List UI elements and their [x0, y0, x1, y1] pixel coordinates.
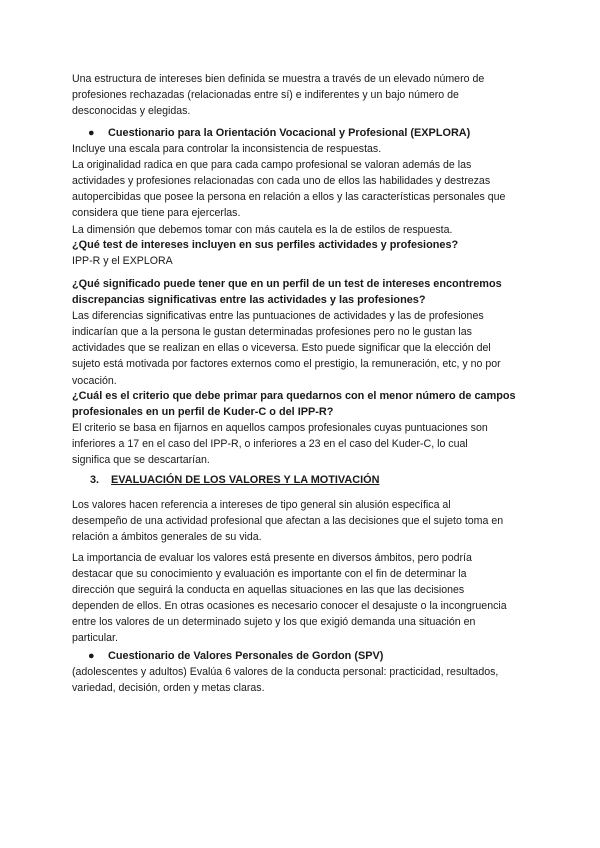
text-line: La dimensión que debemos tomar con más cautela es la de estilos de respuesta. — [72, 223, 453, 236]
text-line: actividades y profesiones relacionadas con cada uno de ellos las habilidades y destrezas — [72, 175, 491, 188]
answer-text: indicarían que a la persona le gustan determinadas profesiones pero no le gustan las — [72, 326, 472, 339]
question-text: ¿Cuál es el criterio que debe primar para quedarnos con el menor número de campos — [72, 390, 516, 402]
spv-heading-text: Cuestionario de Valores Personales de Gordon (SPV) — [108, 650, 384, 662]
answer-text: actividades que se realizan en ellas o viceversa. Esto puede significar que la elección del — [72, 342, 491, 355]
text-line: profesiones rechazadas (relacionadas entre sí) e indiferentes y un bajo número de — [72, 89, 459, 102]
explora-section — [72, 125, 532, 238]
section-number: 3. — [90, 474, 100, 486]
question-1 — [72, 237, 532, 269]
question-text: ¿Qué significado puede tener que en un perfil de un test de intereses encontremos — [72, 278, 502, 290]
intro-paragraph — [72, 71, 532, 119]
text-line: entre los valores de un determinado sujeto y los que exigió demanda una situación en — [72, 616, 476, 629]
question-text: ¿Qué test de intereses incluyen en sus perfiles actividades y profesiones? — [72, 239, 459, 251]
spv-heading — [72, 648, 532, 664]
text-line: autopercibidas que posee la persona en relación a ellos y las características personales que — [72, 191, 506, 204]
section-3-heading — [72, 472, 532, 488]
text-line: Incluye una escala para controlar la inconsistencia de respuestas. — [72, 143, 382, 156]
question-text: discrepancias significativas entre las actividades y las profesiones? — [72, 294, 426, 307]
answer-text: sujeto está motivada por factores externos como el prestigio, la remuneración, etc, y no por — [72, 358, 501, 371]
text-line: Una estructura de intereses bien definida se muestra a través de un elevado número de — [72, 73, 485, 85]
importancia-paragraph — [72, 550, 532, 647]
question-2 — [72, 276, 532, 389]
question-text: profesionales en un perfil de Kuder-C o del IPP-R? — [72, 406, 334, 419]
text-line: desempeño de una actividad profesional que afectan a las decisiones que el sujeto toma en — [72, 515, 504, 528]
text-line: dirección que seguirá la conducta en aquellas situaciones en las que las decisiones — [72, 584, 465, 597]
answer-text: IPP-R y el EXPLORA — [72, 255, 173, 268]
answer-text: vocación. — [72, 374, 117, 387]
text-line: Los valores hacen referencia a intereses de tipo general sin alusión específica al — [72, 499, 451, 511]
question-3 — [72, 388, 532, 468]
answer-text: Las diferencias significativas entre las puntuaciones de actividades y las de profesiones — [72, 310, 484, 323]
bullet-icon: ● — [88, 127, 95, 139]
text-line: considera que tiene para ejercerlas. — [72, 207, 241, 220]
answer-text: significa que se descartarían. — [72, 454, 210, 467]
bullet-icon: ● — [88, 650, 95, 662]
explora-heading-text: Cuestionario para la Orientación Vocacional y Profesional (EXPLORA) — [108, 127, 471, 139]
text-line: particular. — [72, 632, 118, 645]
text-line: (adolescentes y adultos) Evalúa 6 valores de la conducta personal: practicidad, resultados, — [72, 666, 499, 679]
valores-paragraph — [72, 497, 532, 545]
spv-section — [72, 648, 532, 696]
answer-text: El criterio se basa en fijarnos en aquellos campos profesionales cuyas puntuaciones son — [72, 422, 488, 435]
section-title: EVALUACIÓN DE LOS VALORES Y LA MOTIVACIÓN — [111, 474, 380, 486]
explora-heading — [72, 125, 532, 141]
text-line: La importancia de evaluar los valores está presente en diversos ámbitos, pero podría — [72, 552, 472, 564]
text-line: dependen de ellos. En otras ocasiones es necesario conocer el desajuste o la incongruencia — [72, 600, 507, 613]
section-heading — [72, 472, 532, 488]
text-line: destacar que su conocimiento y evaluación es importante con el fin de determinar la — [72, 568, 467, 581]
text-line: La originalidad radica en que para cada campo profesional se valoran además de las — [72, 159, 472, 172]
text-line: variedad, decisión, orden y metas claras. — [72, 682, 265, 695]
text-line: desconocidas y elegidas. — [72, 105, 191, 118]
answer-text: inferiores a 17 en el caso del IPP-R, o inferiores a 23 en el caso del Kuder-C, lo cual — [72, 438, 468, 451]
text-line: relación a ámbitos generales de su vida. — [72, 531, 262, 544]
